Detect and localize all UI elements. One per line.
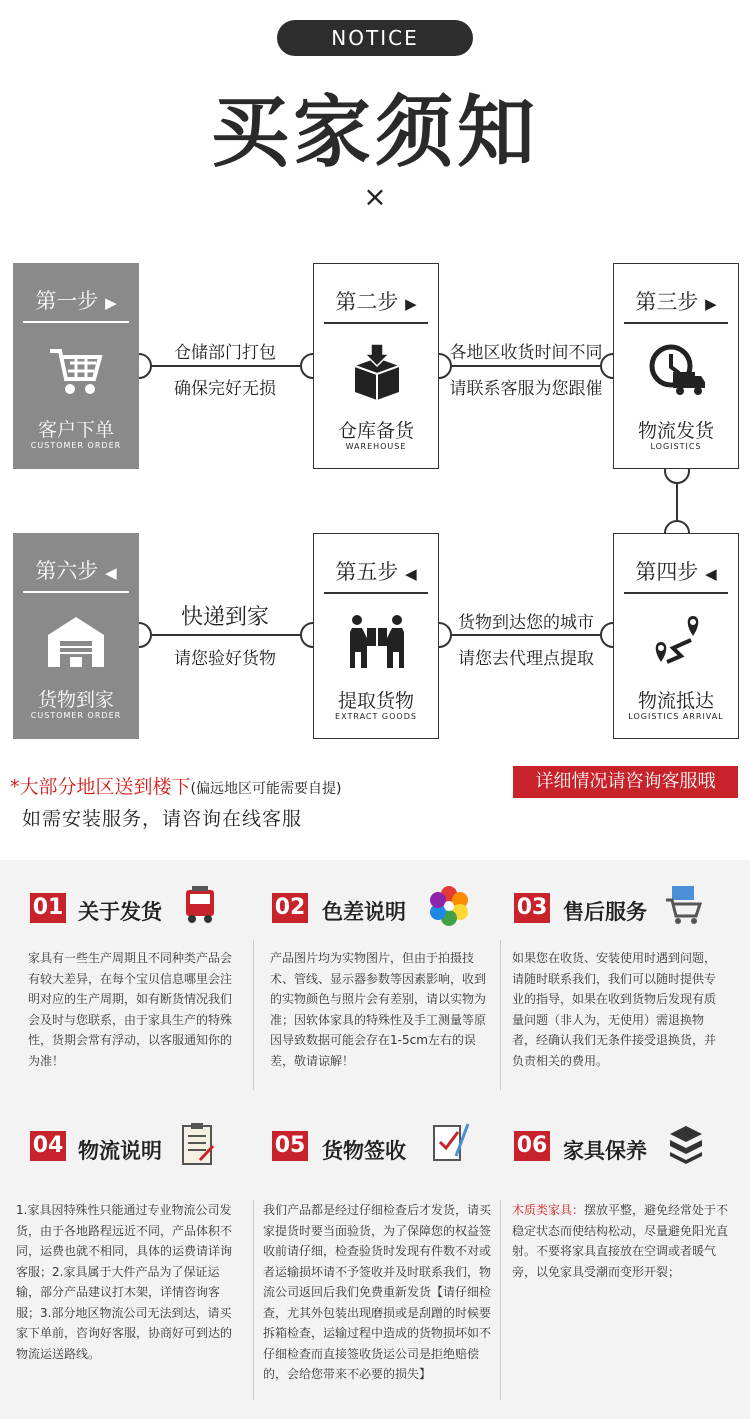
divider (324, 322, 428, 324)
step-name-en: CUSTOMER ORDER (30, 711, 122, 720)
section-text: 如果您在收货、安装使用时遇到问题，请随时联系我们，我们可以随时提供专业的指导，如果在收到货物后发现有质量问题（非人为，无使用）需退换物者，经确认我们无条件接受退换货，并负责相关的费用。 (512, 951, 717, 1068)
step-name: 货物到家 (37, 689, 114, 711)
map-route-icon (647, 612, 707, 672)
section-title: 关于发货 (78, 900, 162, 924)
divider (500, 940, 501, 1090)
connector-text: 请您验好货物 (174, 649, 276, 669)
connector-text: 请联系客服为您跟催 (449, 379, 603, 399)
connector-text: 快递到家 (180, 605, 269, 630)
delivery-truck-clock-icon (647, 342, 707, 402)
page-title: 买家须知 (210, 88, 539, 178)
connector-line (440, 365, 612, 367)
step-label: 第四步 ◀ (635, 560, 717, 584)
step-card-2 (313, 263, 439, 469)
section-title: 色差说明 (322, 900, 406, 924)
divider (23, 321, 129, 323)
step-name: 物流发货 (637, 420, 714, 442)
section-title: 货物签收 (322, 1139, 406, 1163)
step-name-en: EXTRACT GOODS (335, 712, 417, 721)
divider (500, 1200, 501, 1400)
connector-line (140, 365, 312, 367)
section-text: 我们产品都是经过仔细检查后才发货，请买家提货时要当面验货，为了保障您的权益签收前请仔细，检查验货时发现有件数不对或者运输损坏请不予签收并及时联系我们，物流公司返回后我们免费重新发货【请仔细检查，尤其外包装出现磨损或是刮蹭的时候要拆箱检查，运输过程中造成的货物损坏如不仔细检查而直接签收货运公司是拒绝赔偿的，会给您带来不必要的损失】 (263, 1203, 492, 1381)
step-card-5 (313, 533, 439, 739)
stacked-boxes-icon (666, 1124, 706, 1164)
section-number: 01 (30, 893, 66, 923)
step-name-en: LOGISTICS ARRIVAL (628, 712, 724, 721)
service-cart-icon (664, 884, 702, 926)
step-card-3 (613, 263, 739, 469)
section-text: 1.家具因特殊性只能通过专业物流公司发货，由于各地路程远近不同，产品体积不同，运费也就不相同，具体的运费请详询客服；2.家具属于大件产品为了保证运输，部分产品建议打木架，详情咨询客服；3.部分地区物流公司无法到达，请买家下单前，咨询好客服，协商好可到达的物流运送路线。 (16, 1203, 233, 1361)
step-card-4 (613, 533, 739, 739)
step-label: 第三步 ▶ (635, 290, 717, 314)
delivery-note: *大部分地区送到楼下(偏远地区可能需要自提) (10, 776, 342, 798)
color-wheel-icon (427, 884, 471, 928)
warehouse-home-icon (46, 611, 106, 671)
section-number: 05 (272, 1131, 308, 1161)
section-text: 木质类家具：摆放平整，避免经常处于不稳定状态而使结构松动，尽量避免阳光直射。不要将家具直接放在空调或者暖气旁，以免家具受潮而变形开裂； (512, 1203, 729, 1279)
step-label: 第五步 ◀ (335, 560, 417, 584)
section-number: 03 (514, 893, 550, 923)
step-name-en: WAREHOUSE (345, 442, 407, 451)
step-name-en: LOGISTICS (650, 442, 702, 451)
step-name: 仓库备货 (337, 420, 414, 442)
close-icon: × (363, 180, 387, 213)
section-text: 家具有一些生产周期且不同种类产品会有较大差异，在每个宝贝信息哪里会注明对应的生产周期，如有断货情况我们会及时与您联系，由于家具生产的特殊性，货期会常有浮动，以客服通知你的为准！ (28, 951, 233, 1068)
section-title: 物流说明 (78, 1139, 162, 1163)
section-title: 售后服务 (563, 900, 647, 924)
step-label: 第二步 ▶ (335, 290, 417, 314)
section-number: 06 (514, 1131, 550, 1161)
step-card-1 (13, 263, 139, 469)
connector-line (440, 634, 612, 636)
divider (253, 1200, 254, 1400)
connector-text: 货物到达您的城市 (458, 613, 594, 633)
step-name: 客户下单 (37, 419, 114, 441)
notice-badge: NOTICE (277, 20, 473, 56)
clipboard-icon (180, 1122, 216, 1166)
fire-truck-icon (182, 884, 218, 926)
divider (624, 322, 728, 324)
step-card-6 (13, 533, 139, 739)
contact-service-banner[interactable]: 详细情况请咨询客服哦 (513, 766, 738, 798)
section-title: 家具保养 (563, 1139, 647, 1163)
carry-box-icon (347, 612, 407, 672)
section-number: 04 (30, 1131, 66, 1161)
divider (253, 940, 254, 1090)
connector-text: 请您去代理点提取 (458, 649, 594, 669)
step-name-en: CUSTOMER ORDER (30, 441, 122, 450)
step-label: 第一步 ▶ (35, 289, 117, 313)
connector-text: 仓储部门打包 (174, 343, 276, 363)
sign-checklist-icon (430, 1120, 470, 1164)
connector-line (140, 634, 312, 636)
section-highlight: 木质类家具： (512, 1203, 585, 1217)
step-name: 提取货物 (337, 690, 414, 712)
divider (624, 592, 728, 594)
shopping-cart-icon (46, 341, 106, 401)
connector-text: 确保完好无损 (174, 379, 276, 399)
package-box-icon (347, 342, 407, 402)
connector-text: 各地区收货时间不同 (449, 343, 603, 363)
install-note: 如需安装服务，请咨询在线客服 (22, 808, 303, 830)
step-label: 第六步 ◀ (35, 559, 117, 583)
step-name: 物流抵达 (637, 690, 714, 712)
divider (23, 591, 129, 593)
section-text: 产品图片均为实物图片，但由于拍摄技术、管线、显示器参数等因素影响，收到的实物颜色与照片会有差别，请以实物为准；因软体家具的特殊性及手工测量等原因导致数据可能会存在1-5cm左右的误差，敬请谅解！ (270, 951, 487, 1068)
section-number: 02 (272, 893, 308, 923)
divider (324, 592, 428, 594)
